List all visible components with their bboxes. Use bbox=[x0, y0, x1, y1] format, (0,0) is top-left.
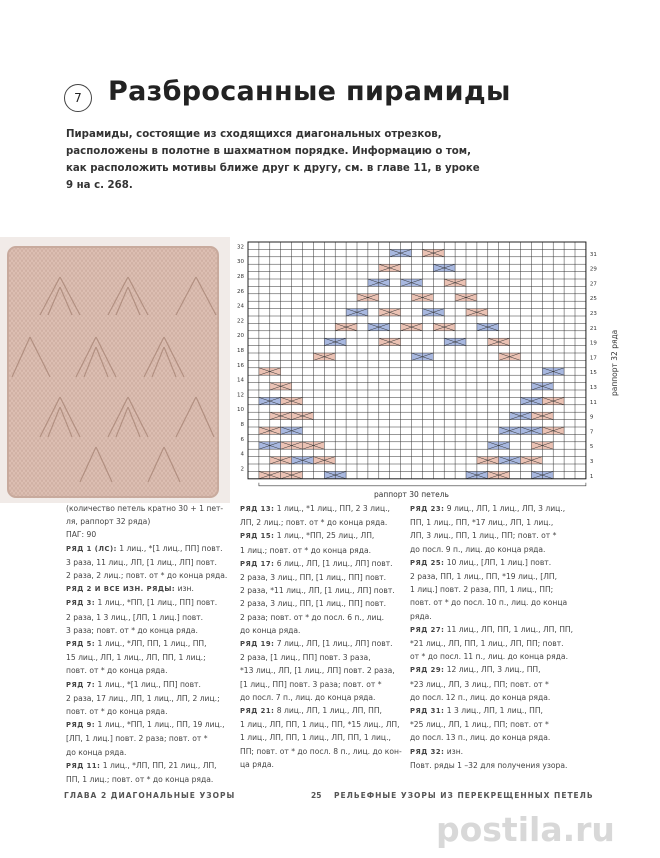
repeat-bracket bbox=[259, 483, 586, 486]
instruction-line bbox=[240, 502, 408, 516]
intro-paragraph: Пирамиды, состоящие из сходящихся диагональных отрезков, расположены в полотне в шахматном порядке. Информацию о том, как расположить мотивы ближе друг к другу, см. в главе 11, в уроке 9 на с. 268. bbox=[66, 129, 480, 191]
instruction-line bbox=[410, 583, 582, 596]
instruction-text: 3 раза, 11 лиц., ЛП, [1 лиц., ЛП] повт. bbox=[66, 557, 217, 567]
instruction-line bbox=[66, 515, 234, 528]
instruction-text: 9 лиц., ЛП, 1 лиц., ЛП, 3 лиц., bbox=[444, 504, 566, 513]
instruction-line bbox=[410, 637, 582, 650]
page-number: 25 bbox=[311, 791, 322, 800]
instruction-text: 15 лиц., ЛП, 1 лиц., ЛП, ПП, 1 лиц.; bbox=[66, 653, 206, 663]
row-label: РЯД 3: bbox=[66, 599, 96, 608]
row-number-label: 21 bbox=[589, 325, 597, 332]
row-number-label: 4 bbox=[240, 451, 244, 458]
row-number-label: 15 bbox=[589, 370, 597, 377]
instruction-line bbox=[240, 584, 408, 597]
instruction-text: 12 лиц., ЛП, 3 лиц., ПП, bbox=[444, 665, 541, 675]
vertical-label-text: раппорт 32 ряда bbox=[610, 329, 619, 396]
instruction-text: *23 лиц., ЛП, 3 лиц., ПП; повт. от * bbox=[410, 679, 549, 689]
row-label: РЯД 11: bbox=[66, 761, 101, 770]
instruction-line bbox=[240, 529, 408, 543]
instruction-text: Повт. ряды 1 –32 для получения узора. bbox=[410, 760, 568, 770]
svg-text:postila.ru: postila.ru bbox=[436, 810, 615, 849]
instruction-text: 1 лиц., *ПП, [1 лиц., ПП] повт. bbox=[95, 598, 218, 608]
instruction-line bbox=[66, 569, 234, 582]
row-label: РЯД 31: bbox=[410, 707, 445, 716]
row-label: РЯД 13: bbox=[240, 505, 275, 513]
instruction-text: 2 раза, *11 лиц., ЛП, [1 лиц., ЛП] повт. bbox=[240, 586, 395, 596]
instruction-text: 2 раза, 1 3 лиц., [ЛП, 1 лиц.] повт. bbox=[66, 612, 204, 622]
row-number-label: 1 bbox=[589, 473, 594, 480]
instruction-line bbox=[410, 543, 582, 556]
instruction-text: повт. от * до конца ряда. bbox=[66, 707, 168, 717]
instruction-line bbox=[66, 651, 234, 664]
instruction-line bbox=[240, 758, 408, 771]
instruction-text: [1 лиц., ПП] повт. 3 раза; повт. от * bbox=[240, 679, 382, 689]
instruction-text: от * до посл. 11 п., лиц. до конца ряда. bbox=[410, 652, 568, 662]
instruction-line bbox=[410, 529, 582, 542]
instruction-text: повт. от * до посл. 10 п., лиц. до конца bbox=[410, 598, 568, 608]
instruction-text: до конца ряда. bbox=[240, 625, 301, 635]
instruction-text: 7 лиц., ЛП, [1 лиц., ЛП] повт. bbox=[274, 639, 393, 649]
instruction-line bbox=[66, 542, 234, 556]
instruction-line bbox=[410, 650, 582, 663]
instruction-line bbox=[66, 705, 234, 718]
instruction-text: 2 раза; повт. от * до посл. 6 п., лиц. bbox=[240, 612, 385, 622]
instruction-line bbox=[410, 556, 582, 570]
instruction-line bbox=[66, 759, 234, 773]
row-label: РЯД 19: bbox=[240, 640, 275, 649]
instruction-line bbox=[66, 664, 234, 677]
instruction-line bbox=[66, 502, 234, 515]
instruction-text: 10 лиц., [ЛП, 1 лиц.] повт. bbox=[444, 557, 552, 567]
row-label: РЯД 5: bbox=[66, 640, 96, 649]
instruction-text: повт. от * до конца ряда. bbox=[66, 666, 168, 676]
instruction-text: (количество петель кратно 30 + 1 пет- bbox=[66, 504, 224, 513]
instruction-line bbox=[66, 678, 234, 692]
instruction-text: 3 раза; повт. от * до конца ряда. bbox=[66, 625, 198, 635]
instruction-text: 2 раза, [1 лиц., ПП] повт. 3 раза, bbox=[240, 653, 371, 663]
instruction-line bbox=[410, 759, 582, 772]
instruction-line bbox=[240, 731, 408, 744]
row-number-label: 19 bbox=[589, 340, 597, 347]
instruction-text: ЛП, 3 лиц., ПП, 1 лиц., ПП; повт. от * bbox=[410, 531, 557, 541]
instruction-line bbox=[240, 664, 408, 677]
row-number-label: 23 bbox=[589, 311, 597, 317]
row-label: РЯД 21: bbox=[240, 707, 275, 716]
instruction-text: 1 лиц., *ПП, 1 лиц., ПП, 19 лиц., bbox=[95, 720, 225, 730]
row-number-label: 5 bbox=[589, 444, 594, 451]
instruction-line bbox=[240, 678, 408, 691]
row-label: РЯД 9: bbox=[66, 721, 96, 730]
row-label: РЯД 29: bbox=[410, 666, 445, 675]
instruction-line bbox=[410, 610, 582, 623]
row-number-label: 2 bbox=[240, 466, 244, 473]
instruction-line bbox=[240, 704, 408, 718]
row-number-label: 7 bbox=[589, 429, 594, 436]
instruction-text: до посл. 13 п., лиц. до конца ряда. bbox=[410, 733, 551, 743]
instruction-line bbox=[66, 637, 234, 651]
row-label: РЯД 23: bbox=[410, 505, 445, 513]
row-number-label: 32 bbox=[237, 244, 244, 251]
row-label: РЯД 1 (ЛС): bbox=[66, 544, 117, 553]
chapter-number-badge: 7 bbox=[64, 84, 92, 112]
instruction-text: 1 лиц., *ЛП, ПП, 1 лиц., ПП, bbox=[95, 639, 207, 649]
instructions-column-2 bbox=[240, 502, 408, 771]
instruction-text: 1 лиц., *ЛП, ПП, 21 лиц., ЛП, bbox=[100, 760, 217, 770]
instruction-text: ца ряда. bbox=[240, 759, 274, 769]
instruction-text: ПАГ: 90 bbox=[66, 530, 97, 540]
instruction-text: 2 раза, 2 лиц.; повт. от * до конца ряда. bbox=[66, 571, 228, 581]
instruction-line bbox=[410, 502, 582, 516]
instruction-text: 2 раза, ПП, 1 лиц., ПП, *19 лиц., [ЛП, bbox=[410, 572, 558, 582]
instruction-text: 1 лиц., *[1 лиц., ПП] повт. bbox=[95, 679, 201, 689]
instruction-line bbox=[66, 611, 234, 624]
instruction-line bbox=[240, 597, 408, 610]
instruction-text: 1 лиц.; повт. от * до конца ряда. bbox=[240, 545, 372, 555]
instruction-text: 2 раза, 3 лиц., ПП, [1 лиц., ПП] повт. bbox=[240, 599, 387, 609]
row-label: РЯД 17: bbox=[240, 559, 275, 568]
instruction-text: ПП; повт. от * до посл. 8 п., лиц. до кон- bbox=[240, 746, 402, 756]
instruction-line bbox=[410, 516, 582, 529]
instruction-line bbox=[410, 663, 582, 677]
row-number-label: 25 bbox=[589, 296, 597, 303]
instruction-text: до посл. 7 п., лиц. до конца ряда. bbox=[240, 692, 376, 702]
row-number-label: 11 bbox=[589, 399, 597, 406]
instruction-line bbox=[66, 732, 234, 745]
row-number-label: 9 bbox=[589, 414, 594, 421]
row-number-label: 18 bbox=[237, 348, 244, 354]
instruction-line bbox=[410, 731, 582, 744]
instruction-text: 1 лиц.] повт. 2 раза, ПП, 1 лиц., ПП; bbox=[410, 585, 554, 595]
instruction-line bbox=[66, 528, 234, 541]
instruction-text: 1 лиц., *[1 лиц., ПП] повт. bbox=[116, 543, 223, 553]
instruction-text: ряда. bbox=[410, 611, 432, 621]
instruction-line bbox=[410, 570, 582, 583]
row-number-label: 14 bbox=[237, 377, 244, 384]
row-number-label: 22 bbox=[237, 318, 244, 325]
instruction-text: ЛП, 2 лиц.; повт. от * до конца ряда. bbox=[240, 518, 388, 528]
row-label: РЯД 7: bbox=[66, 680, 96, 689]
row-number-label: 20 bbox=[237, 333, 244, 340]
instruction-line bbox=[240, 611, 408, 624]
instruction-text: *13 лиц., ЛП, [1 лиц., ЛП] повт. 2 раза, bbox=[240, 666, 395, 676]
instruction-line bbox=[410, 691, 582, 704]
instruction-text: 1 лиц., *ПП, 25 лиц., ЛП, bbox=[274, 531, 375, 541]
instruction-line bbox=[240, 557, 408, 571]
row-label: РЯД 25: bbox=[410, 558, 445, 567]
instruction-line bbox=[66, 718, 234, 732]
instruction-text: *21 лиц., ЛП, ПП, 1 лиц., ЛП, ПП; повт. bbox=[410, 639, 564, 649]
footer-chapter: ГЛАВА 2 ДИАГОНАЛЬНЫЕ УЗОРЫ bbox=[64, 791, 236, 800]
row-label: РЯД 27: bbox=[410, 625, 445, 634]
row-number-label: 17 bbox=[589, 355, 597, 362]
instruction-text: 1 лиц., ЛП, ПП, 1 лиц., ЛП, ПП, 1 лиц., bbox=[240, 733, 391, 743]
instruction-text: ля, раппорт 32 ряда) bbox=[66, 517, 151, 527]
instruction-text: до посл. 12 п., лиц. до конца ряда. bbox=[410, 692, 551, 702]
instruction-line bbox=[240, 637, 408, 651]
instruction-text: 2 раза, 17 лиц., ЛП, 1 лиц., ЛП, 2 лиц.; bbox=[66, 693, 220, 703]
row-number-label: 3 bbox=[589, 459, 594, 465]
row-number-label: 13 bbox=[589, 385, 597, 391]
instruction-text: 11 лиц., ЛП, ПП, 1 лиц., ЛП, ПП, bbox=[444, 624, 574, 634]
instruction-line bbox=[66, 746, 234, 759]
instruction-text: до посл. 9 п., лиц. до конца ряда. bbox=[410, 544, 546, 554]
instruction-text: 6 лиц., ЛП, [1 лиц., ЛП] повт. bbox=[274, 558, 393, 568]
instruction-text: ПП, 1 лиц.; повт. от * до конца ряда. bbox=[66, 775, 214, 785]
instruction-text: до конца ряда. bbox=[66, 747, 127, 757]
instruction-line bbox=[66, 556, 234, 569]
instruction-line bbox=[66, 596, 234, 610]
instructions-column-1 bbox=[66, 502, 234, 786]
row-number-label: 10 bbox=[237, 407, 244, 414]
instruction-text: 1 лиц., ЛП, ПП, 1 лиц., ПП, *15 лиц., ЛП, bbox=[240, 720, 400, 730]
row-number-label: 8 bbox=[240, 422, 244, 428]
instruction-line bbox=[410, 718, 582, 731]
row-number-label: 27 bbox=[589, 281, 597, 288]
instruction-line bbox=[240, 516, 408, 529]
row-number-label: 31 bbox=[589, 251, 597, 258]
instruction-text: ПП, 1 лиц., ПП, *17 лиц., ЛП, 1 лиц., bbox=[410, 518, 554, 528]
instruction-line bbox=[410, 678, 582, 691]
instruction-line bbox=[240, 718, 408, 731]
chart-repeat-label: раппорт 30 петель bbox=[374, 490, 449, 499]
instruction-text: изн. bbox=[175, 584, 194, 594]
instruction-line bbox=[410, 704, 582, 718]
knit-sample-photo bbox=[0, 237, 230, 503]
knitting-chart bbox=[228, 232, 606, 488]
instruction-line bbox=[410, 596, 582, 609]
instruction-line bbox=[240, 691, 408, 704]
row-number-label: 26 bbox=[237, 288, 244, 295]
instruction-text: 8 лиц., ЛП, 1 лиц., ЛП, ПП, bbox=[274, 706, 382, 716]
row-number-label: 29 bbox=[589, 266, 597, 273]
page-title: Разбросанные пирамиды bbox=[108, 76, 511, 107]
row-number-label: 24 bbox=[237, 303, 244, 310]
instruction-line bbox=[66, 624, 234, 637]
instructions-column-3 bbox=[410, 502, 582, 772]
instruction-line bbox=[240, 745, 408, 758]
watermark-logo bbox=[436, 808, 652, 850]
instruction-text: 2 раза, 3 лиц., ПП, [1 лиц., ПП] повт. bbox=[240, 573, 387, 583]
chart-vertical-label bbox=[606, 320, 626, 400]
row-number-label: 12 bbox=[237, 392, 244, 399]
instruction-text: *25 лиц., ЛП, 1 лиц., ПП; повт. от * bbox=[410, 720, 549, 730]
instruction-line bbox=[240, 544, 408, 557]
instruction-line bbox=[240, 624, 408, 637]
instruction-line bbox=[66, 692, 234, 705]
instruction-line bbox=[240, 651, 408, 664]
instruction-text: изн. bbox=[444, 746, 464, 756]
row-label: РЯД 15: bbox=[240, 532, 275, 541]
row-label: РЯД 2 И ВСЕ ИЗН. РЯДЫ: bbox=[66, 585, 176, 594]
instruction-line bbox=[410, 745, 582, 759]
instruction-text: 1 3 лиц., ЛП, 1 лиц., ПП, bbox=[444, 706, 543, 716]
instruction-line bbox=[66, 773, 234, 786]
instruction-line bbox=[66, 582, 234, 596]
instruction-line bbox=[240, 571, 408, 584]
row-label: РЯД 32: bbox=[410, 747, 445, 756]
row-number-label: 30 bbox=[237, 259, 244, 266]
footer-section: РЕЛЬЕФНЫЕ УЗОРЫ ИЗ ПЕРЕКРЕЩЕННЫХ ПЕТЕЛЬ bbox=[334, 791, 594, 800]
instruction-line bbox=[410, 623, 582, 637]
row-number-label: 16 bbox=[237, 362, 244, 369]
row-number-label: 6 bbox=[240, 436, 244, 443]
row-number-label: 28 bbox=[237, 274, 244, 280]
instruction-text: [ЛП, 1 лиц.] повт. 2 раза; повт. от * bbox=[66, 734, 208, 744]
instruction-text: 1 лиц., *1 лиц., ПП, 2 3 лиц., bbox=[274, 504, 390, 513]
